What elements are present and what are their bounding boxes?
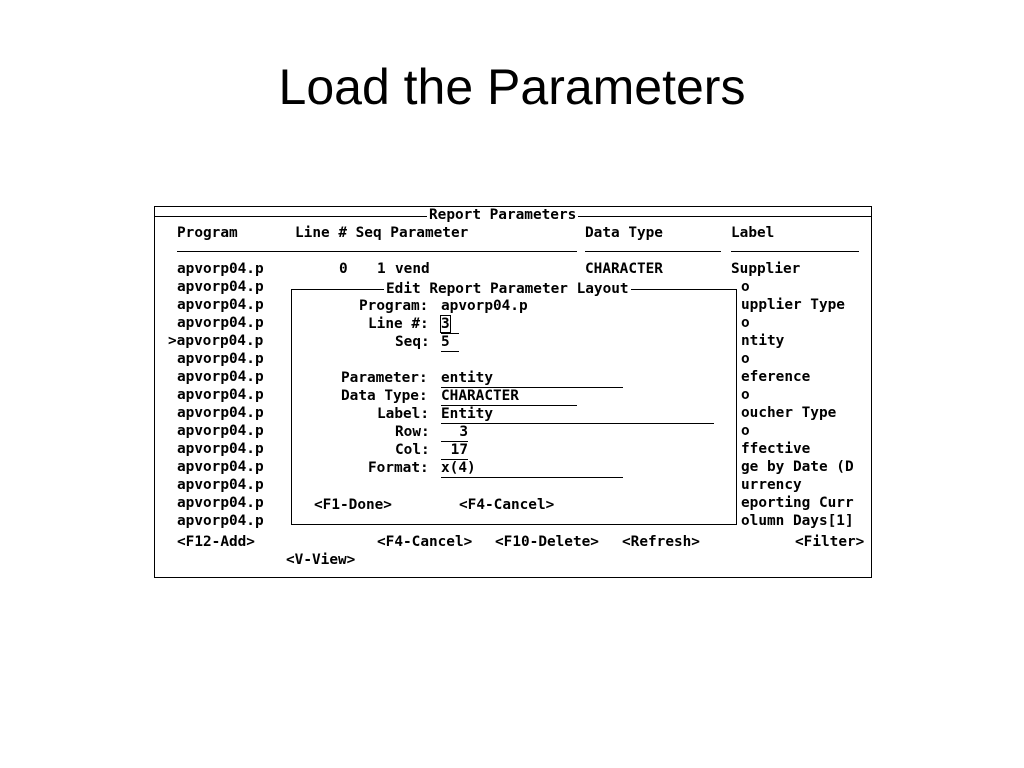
row-program[interactable]: apvorp04.p	[177, 513, 264, 529]
seq-input[interactable]: 5	[441, 333, 459, 352]
row-label: urrency	[741, 477, 802, 493]
program-label: Program:	[359, 298, 429, 314]
row-program[interactable]: apvorp04.p	[177, 423, 264, 439]
parameter-label: Parameter:	[341, 370, 428, 386]
program-value: apvorp04.p	[441, 298, 528, 314]
terminal-screen	[154, 206, 872, 578]
header-label: Label	[731, 225, 775, 241]
row-label: eference	[741, 369, 811, 385]
row-label: ntity	[741, 333, 785, 349]
label-input[interactable]: Entity	[441, 405, 714, 424]
col-label: Col:	[395, 442, 430, 458]
row-label: o	[741, 315, 750, 331]
row-label: upplier Type	[741, 297, 845, 313]
row-program[interactable]: apvorp04.p	[177, 297, 264, 313]
f10-delete-key[interactable]: <F10-Delete>	[495, 534, 599, 550]
format-input[interactable]: x(4)	[441, 459, 623, 478]
f4-cancel-key[interactable]: <F4-Cancel>	[377, 534, 473, 550]
row-label: o	[741, 423, 750, 439]
row-parameter: vend	[395, 261, 430, 277]
row-label: oucher Type	[741, 405, 837, 421]
v-view-key[interactable]: <V-View>	[286, 552, 356, 568]
filter-key[interactable]: <Filter>	[795, 534, 865, 550]
row-program[interactable]: apvorp04.p	[177, 441, 264, 457]
row-label: o	[741, 351, 750, 367]
row-program[interactable]: apvorp04.p	[177, 279, 264, 295]
row-program[interactable]: apvorp04.p	[177, 261, 264, 277]
col-input[interactable]	[441, 441, 468, 460]
dialog-title: Edit Report Parameter Layout	[386, 281, 629, 297]
row-label: o	[741, 387, 750, 403]
row-program[interactable]: apvorp04.p	[177, 351, 264, 367]
row-program[interactable]: apvorp04.p	[177, 477, 264, 493]
row-program[interactable]: apvorp04.p	[177, 459, 264, 475]
row-label: ge by Date (D	[741, 459, 854, 475]
line-input[interactable]	[441, 315, 459, 334]
frame-title: Report Parameters	[429, 207, 577, 223]
row-program[interactable]: apvorp04.p	[177, 369, 264, 385]
line-value: 3	[441, 316, 450, 332]
row-label: ffective	[741, 441, 811, 457]
row-program[interactable]: apvorp04.p	[177, 405, 264, 421]
header-line-seq-parameter: Line # Seq Parameter	[295, 225, 469, 241]
refresh-key[interactable]: <Refresh>	[622, 534, 700, 550]
row-program[interactable]: apvorp04.p	[177, 315, 264, 331]
row-program[interactable]: apvorp04.p	[177, 387, 264, 403]
row-label: Supplier	[731, 261, 801, 277]
header-rule	[177, 251, 577, 252]
row-label: o	[741, 279, 750, 295]
row-program[interactable]: apvorp04.p	[177, 495, 264, 511]
header-data-type: Data Type	[585, 225, 663, 241]
row-label: Row:	[395, 424, 430, 440]
f12-add-key[interactable]: <F12-Add>	[177, 534, 255, 550]
edit-parameter-dialog	[291, 281, 737, 525]
label-label: Label:	[377, 406, 429, 422]
header-rule	[731, 251, 859, 252]
row-label: olumn Days[1]	[741, 513, 854, 529]
row-input[interactable]	[441, 423, 468, 442]
line-label: Line #:	[368, 316, 429, 332]
data-type-label: Data Type:	[341, 388, 428, 404]
col-value: 17	[450, 442, 468, 458]
row-seq: 1	[377, 261, 386, 277]
row-program-selected[interactable]: >apvorp04.p	[168, 333, 264, 349]
format-label: Format:	[368, 460, 429, 476]
f4-cancel-button[interactable]: <F4-Cancel>	[459, 497, 555, 513]
slide-title: Load the Parameters	[278, 59, 746, 115]
row-line: 0	[339, 261, 348, 277]
data-type-input[interactable]: CHARACTER	[441, 387, 577, 406]
seq-label: Seq:	[395, 334, 430, 350]
row-data-type: CHARACTER	[585, 261, 663, 277]
header-rule	[585, 251, 721, 252]
parameter-input[interactable]: entity	[441, 369, 623, 388]
header-program: Program	[177, 225, 238, 241]
row-label: eporting Curr	[741, 495, 854, 511]
f1-done-button[interactable]: <F1-Done>	[314, 497, 392, 513]
row-value: 3	[459, 424, 468, 440]
